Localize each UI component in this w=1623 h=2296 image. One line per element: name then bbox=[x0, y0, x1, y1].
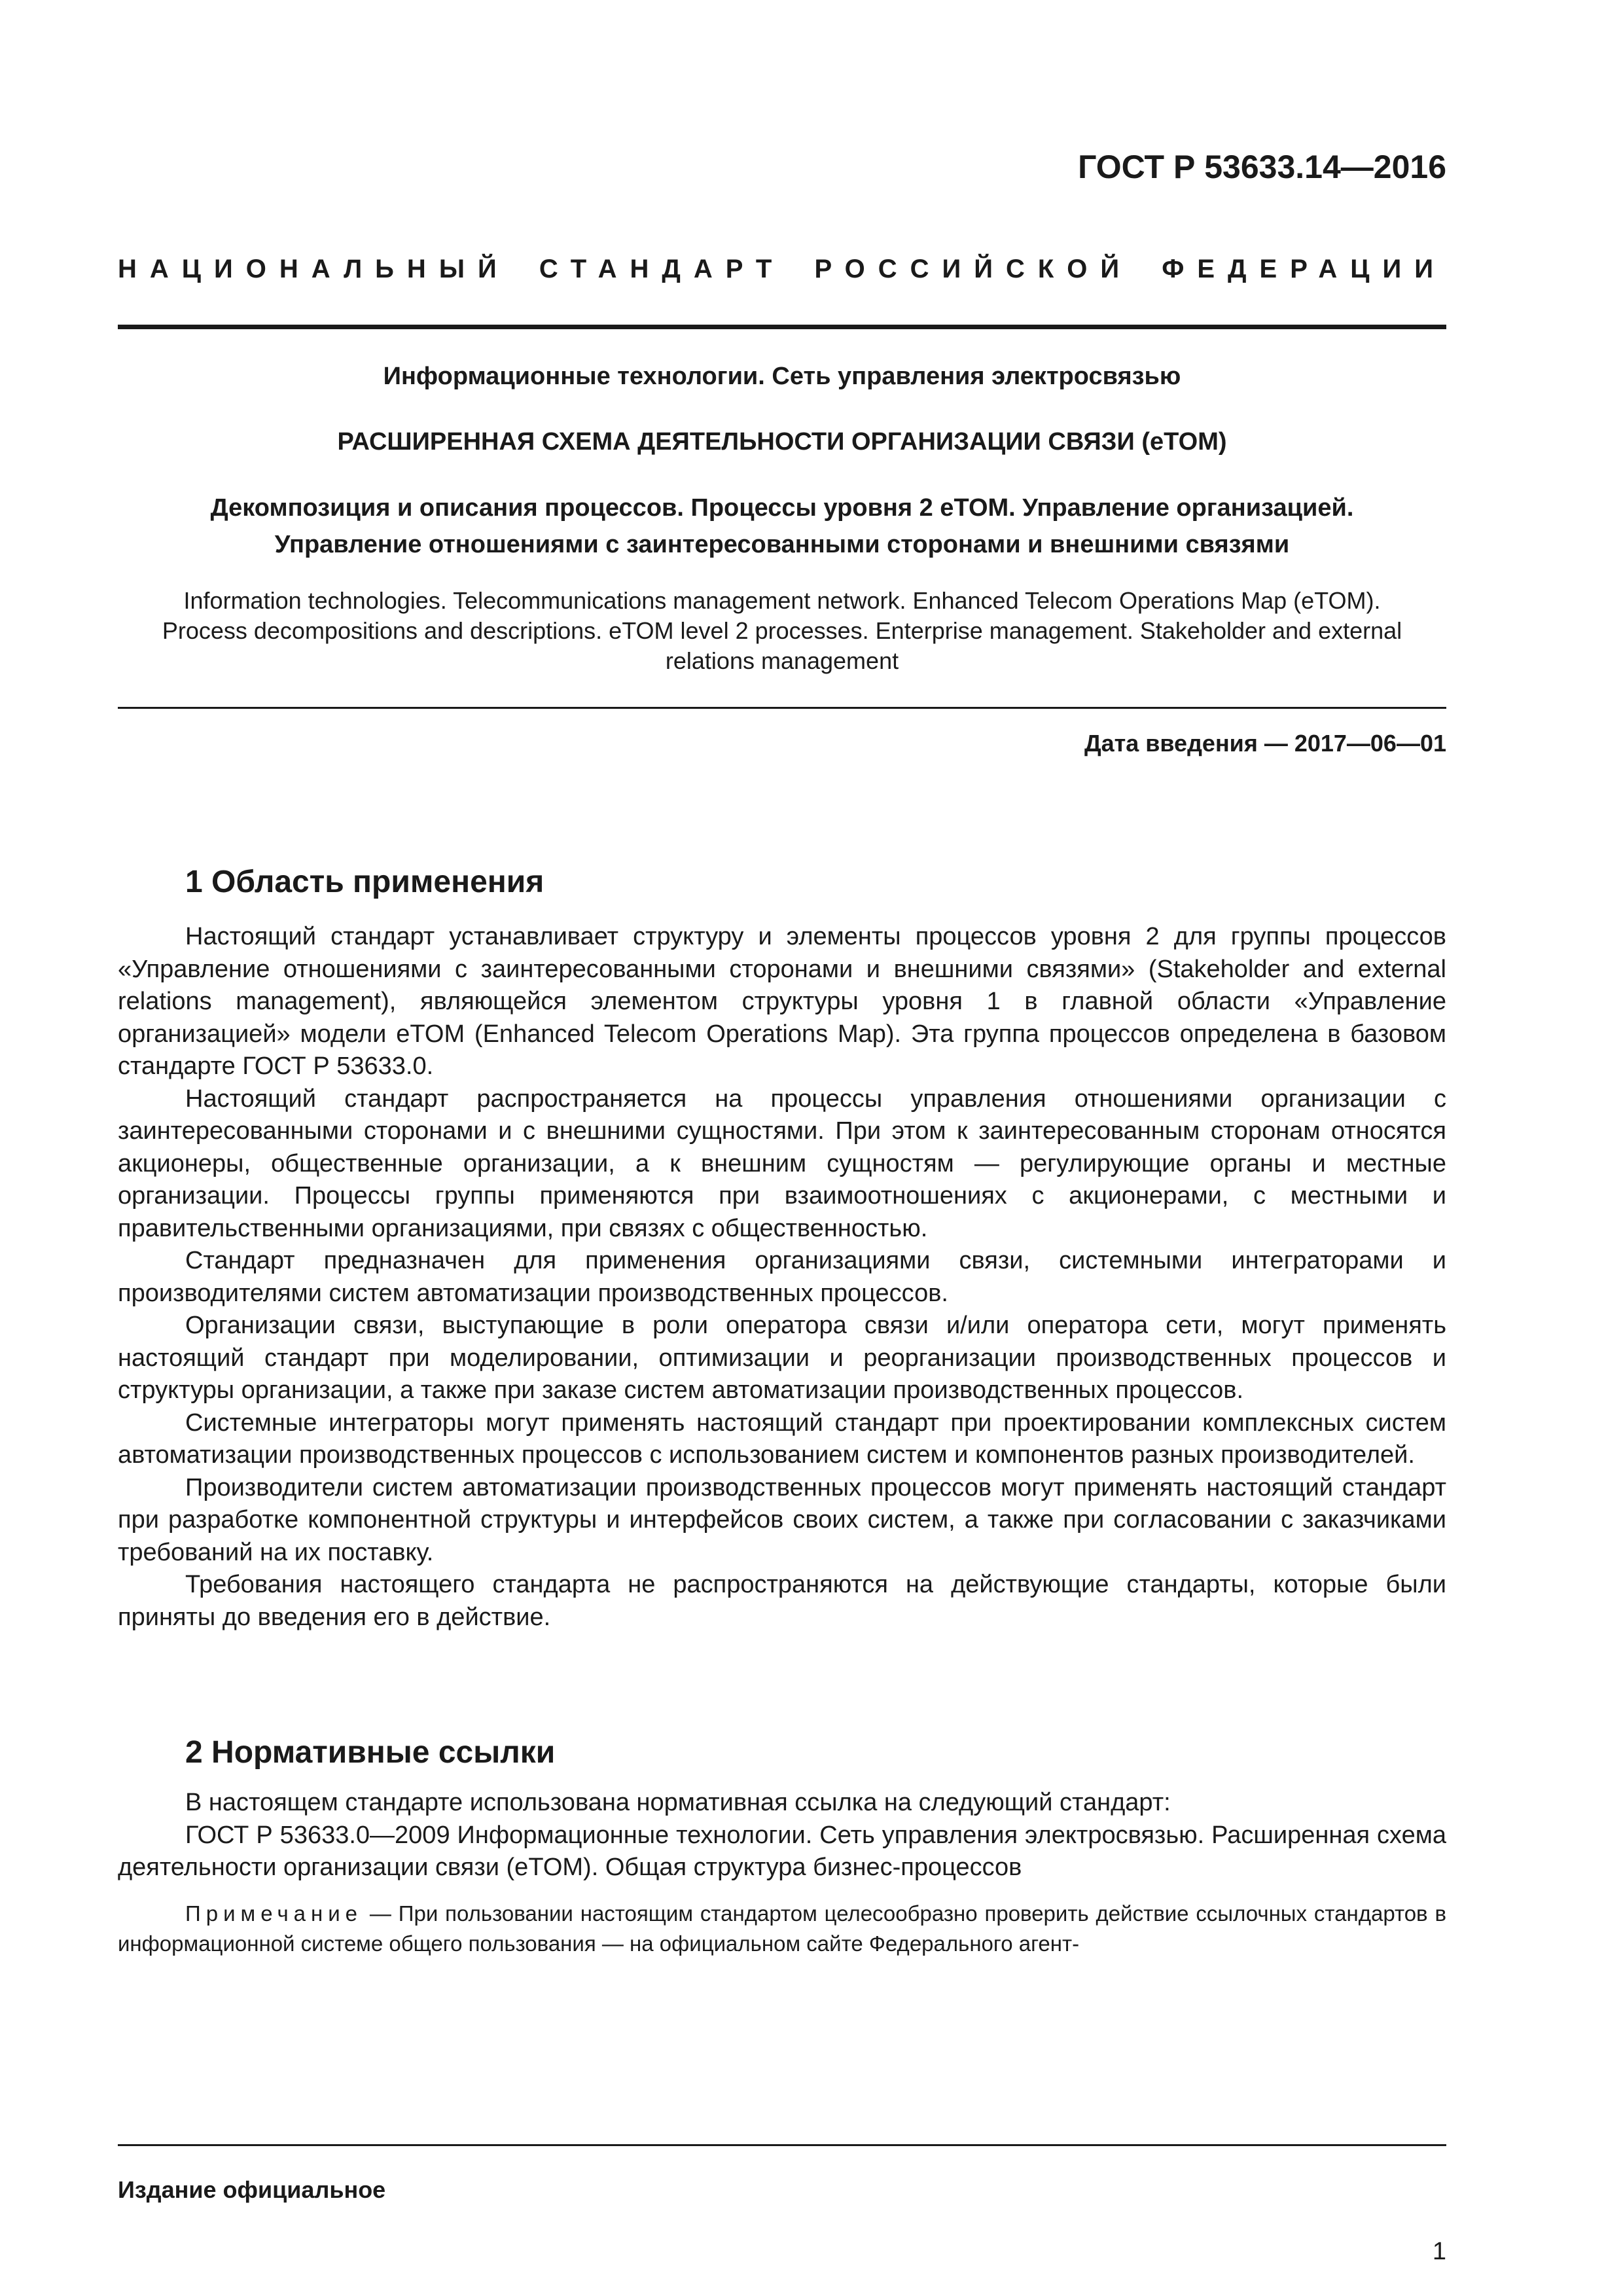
paragraph: Стандарт предназначен для применения организациями связи, системными интеграторами и производителями систем автоматизации производственных процессов. bbox=[118, 1247, 1446, 1307]
title-line-1: Информационные технологии. Сеть управления электросвязью bbox=[383, 363, 1181, 390]
english-title-a: Information technologies. Telecommunications management network. Enhanced Telecom Operations Map (eTOM). bbox=[183, 587, 1381, 614]
note-label: Примечание bbox=[185, 1901, 363, 1926]
header-divider bbox=[118, 325, 1446, 329]
footer-divider bbox=[118, 2144, 1446, 2146]
introduction-date: Дата введения — 2017—06—01 bbox=[1084, 730, 1446, 757]
paragraph: Производители систем автоматизации производственных процессов могут применять настоящий стандарт при разработке компонентной структуры и интерфейсов своих систем, а также при согласовании с заказчиками требований на их поставку. bbox=[118, 1473, 1446, 1566]
english-title-b: Process decompositions and descriptions. eTOM level 2 processes. Enterprise management. Stakeholder and external bbox=[162, 617, 1402, 644]
english-title bbox=[118, 586, 1446, 676]
title-line-3b: Управление отношениями с заинтересованными сторонами и внешними связями bbox=[274, 531, 1290, 558]
title-line-2: РАСШИРЕННАЯ СХЕМА ДЕЯТЕЛЬНОСТИ ОРГАНИЗАЦИИ СВЯЗИ (eTOM) bbox=[337, 428, 1227, 456]
paragraph: Настоящий стандарт устанавливает структуру и элементы процессов уровня 2 для группы процессов «Управление отношениями с заинтересованными сторонами и внешними связями» (Stakeholder and external relations management), являющейся элементом структуры уровня 1 в главной области «Управление организацией» модели eTOM (Enhanced Telecom Operations Map). Эта группа процессов определена в базовом стандарте ГОСТ Р 53633.0. bbox=[118, 923, 1446, 1080]
national-standard-banner: НАЦИОНАЛЬНЫЙ СТАНДАРТ РОССИЙСКОЙ ФЕДЕРАЦИИ bbox=[118, 255, 1446, 283]
edition-label: Издание официальное bbox=[118, 2176, 386, 2203]
note bbox=[118, 1899, 1446, 1959]
section-2-body bbox=[118, 1787, 1446, 1884]
paragraph: Настоящий стандарт распространяется на процессы управления отношениями организации с заинтересованными сторонами и с внешними сущностями. При этом к заинтересованным сторонам относятся акционеры, общественные организации, а к внешним сущностям — регулирующие органы и местные организации. Процессы группы применяются при взаимоотношениях с акционерами, с местными и правительственными организациями, при связях с общественностью. bbox=[118, 1085, 1446, 1242]
title-line-3 bbox=[118, 490, 1446, 563]
paragraph: Организации связи, выступающие в роли оператора связи и/или оператора сети, могут применять настоящий стандарт при моделировании, оптимизации и реорганизации производственных процессов и структуры организации, а также при заказе систем автоматизации производственных процессов. bbox=[118, 1312, 1446, 1404]
english-title-c: relations management bbox=[665, 647, 899, 674]
note-text: — При пользовании настоящим стандартом целесообразно проверить действие ссылочных стандартов в информационной системе общего пользования — на официальном сайте Федерального агент- bbox=[118, 1901, 1446, 1956]
standard-number: ГОСТ Р 53633.14—2016 bbox=[1078, 149, 1446, 185]
title-divider bbox=[118, 707, 1446, 709]
section-1-heading: 1 Область применения bbox=[185, 865, 544, 899]
paragraph: ГОСТ Р 53633.0—2009 Информационные технологии. Сеть управления электросвязью. Расширенная схема деятельности организации связи (eTOM). Общая структура бизнес-процессов bbox=[118, 1821, 1446, 1881]
paragraph: Требования настоящего стандарта не распространяются на действующие стандарты, которые были приняты до введения его в действие. bbox=[118, 1571, 1446, 1631]
section-1-body bbox=[118, 921, 1446, 1634]
page-number: 1 bbox=[1432, 2238, 1446, 2265]
title-line-3a: Декомпозиция и описания процессов. Процессы уровня 2 eTOM. Управление организацией. bbox=[210, 494, 1354, 522]
paragraph: Системные интеграторы могут применять настоящий стандарт при проектировании комплексных систем автоматизации производственных процессов с использованием систем и компонентов разных производителей. bbox=[118, 1408, 1446, 1469]
paragraph: В настоящем стандарте использована нормативная ссылка на следующий стандарт: bbox=[185, 1789, 1171, 1816]
section-2-heading: 2 Нормативные ссылки bbox=[185, 1735, 556, 1770]
